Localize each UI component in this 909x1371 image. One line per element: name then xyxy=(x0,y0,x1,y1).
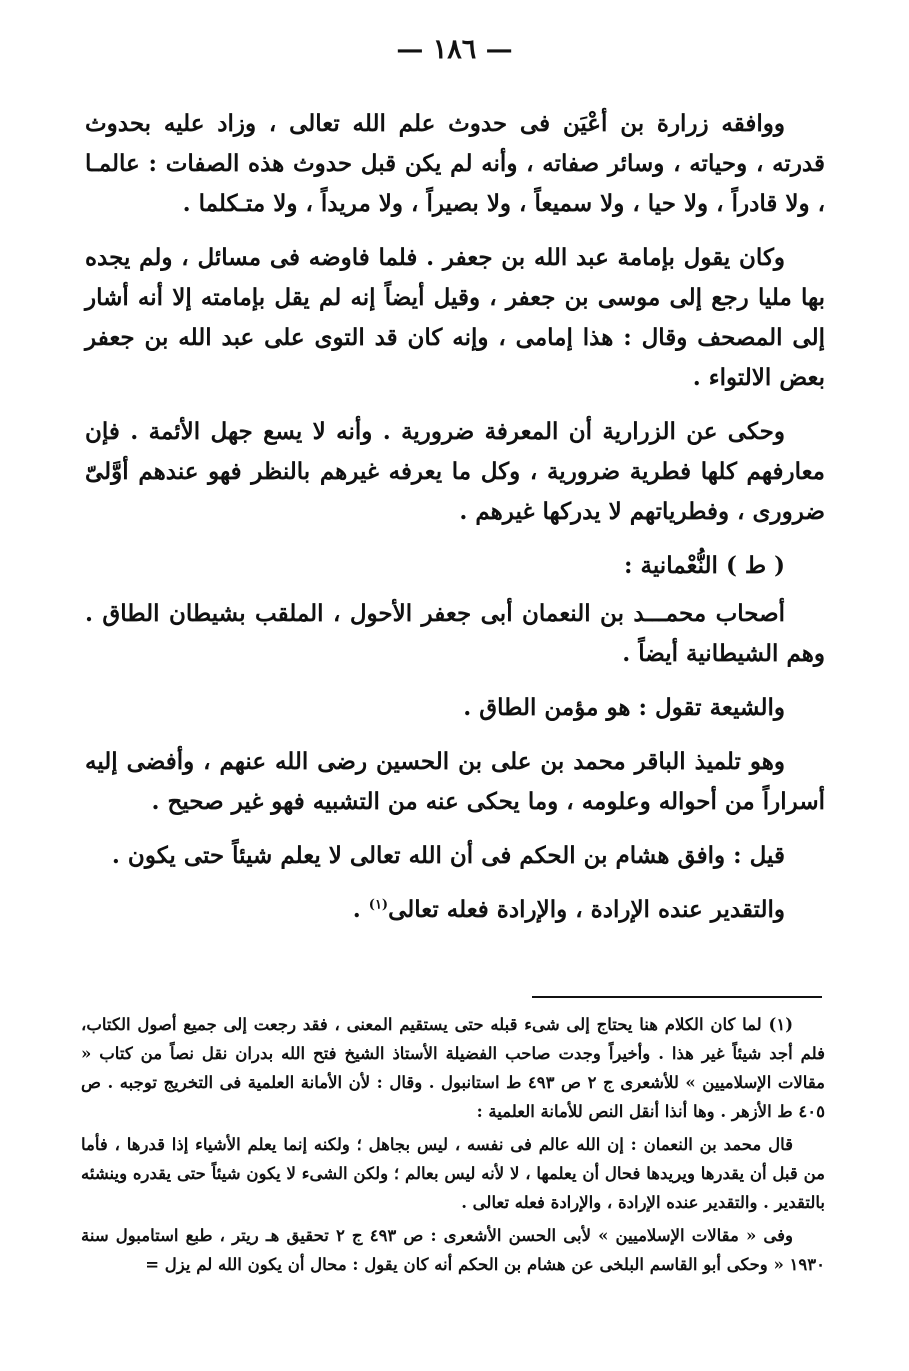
page-number: — ١٨٦ — xyxy=(396,34,513,65)
taqdir-text: والتقدير عنده الإرادة ، والإرادة فعله تعالى xyxy=(388,896,785,923)
main-text xyxy=(85,104,825,944)
footnote-1-source: وفى « مقالات الإسلاميين » لأبى الحسن الأشعرى : ص ٤٩٣ ج ٢ تحقيق هـ ريتر ، طبع استامبول سنة ١٩٣٠ « وحكى أبو القاسم البلخى عن هشام بن الحكم أنه كان يقول : محال أن يكون الله لم يزل = xyxy=(81,1226,825,1274)
paragraph-companions: أصحاب محمـــد بن النعمان أبى جعفر الأحول ، الملقب بشيطان الطاق . وهم الشيطانية أيضاً . xyxy=(85,600,825,667)
paragraph-hisham: قيل : وافق هشام بن الحكم فى أن الله تعالى لا يعلم شيئاً حتى يكون . xyxy=(111,842,785,869)
paragraph-shia-say: والشيعة تقول : هو مؤمن الطاق . xyxy=(463,694,785,721)
footnotes xyxy=(81,1010,825,1283)
footnote-marker: (١) xyxy=(368,897,389,913)
paragraph-taqdir xyxy=(85,890,825,930)
footnote-1-quote: قال محمد بن النعمان : إن الله عالم فى نفسه ، ليس بجاهل ؛ ولكنه إنما يعلم الأشياء إذا قدرها ، فأما من قبل أن يقدرها ويريدها فحال أن يعلمها ، لا لأنه ليس بعالم ؛ ولكن الشىء لا يكون شيئاً حتى يقدره وينشئه بالتقدير . والتقدير عنده الإرادة ، والإرادة فعله تعالى . xyxy=(81,1135,825,1212)
footnote-1-intro: (١) لما كان الكلام هنا يحتاج إلى شىء قبله حتى يستقيم المعنى ، فقد رجعت إلى جميع أصول الكتاب، فلم أجد شيئاً غير هذا . وأخيراً وجدت صاحب الفضيلة الأستاذ الشيخ فتح الله بدران نقل نصاً من كتاب « مقالات الإسلاميين » للأشعرى ج ٢ ص ٤٩٣ ط استانبول . وقال : لأن الأمانة العلمية فى التخريج توجبه . ص ٤٠٥ ط الأزهر . وها أنذا أنقل النص للأمانة العلمية : xyxy=(81,1015,826,1121)
paragraph-zurariyya: وحكى عن الزرارية أن المعرفة ضرورية . وأنه لا يسع جهل الأئمة . فإن معارفهم كلها فطرية ضرورية ، وكل ما يعرفه غيرهم بالنظر فهو عندهم أوَّلىّ ضرورى ، وفطرياتهم لا يدركها غيرهم . xyxy=(85,418,825,525)
section-heading-numaniyya: ( ط ) النُّعْمانية : xyxy=(624,552,785,579)
paragraph-zurara: ووافقه زرارة بن أعْيَن فى حدوث علم الله تعالى ، وزاد عليه بحدوث قدرته ، وحياته ، وسائر صفاته ، وأنه لم يكن قبل حدوث هذه الصفات : عالمـا ، ولا قادراً ، ولا حيا ، ولا سميعاً ، ولا بصيراً ، ولا مريداً ، ولا متـكلما . xyxy=(85,110,825,217)
footnote-divider xyxy=(532,996,822,998)
paragraph-student-baqir: وهو تلميذ الباقر محمد بن على بن الحسين رضى الله عنهم ، وأفضى إليه أسراراً من أحواله وعلومه ، وما يحكى عنه من التشبيه فهو غير صحيح . xyxy=(85,748,825,815)
paragraph-imamate: وكان يقول بإمامة عبد الله بن جعفر . فلما فاوضه فى مسائل ، ولم يجده بها مليا رجع إلى موسى بن جعفر ، وقيل أيضاً إنه لم يقل بإمامته إلا أنه أشار إلى المصحف وقال : هذا إمامى ، وإنه كان قد التوى على عبد الله بن جعفر بعض الالتواء . xyxy=(85,244,825,391)
taqdir-end: . xyxy=(352,896,369,923)
